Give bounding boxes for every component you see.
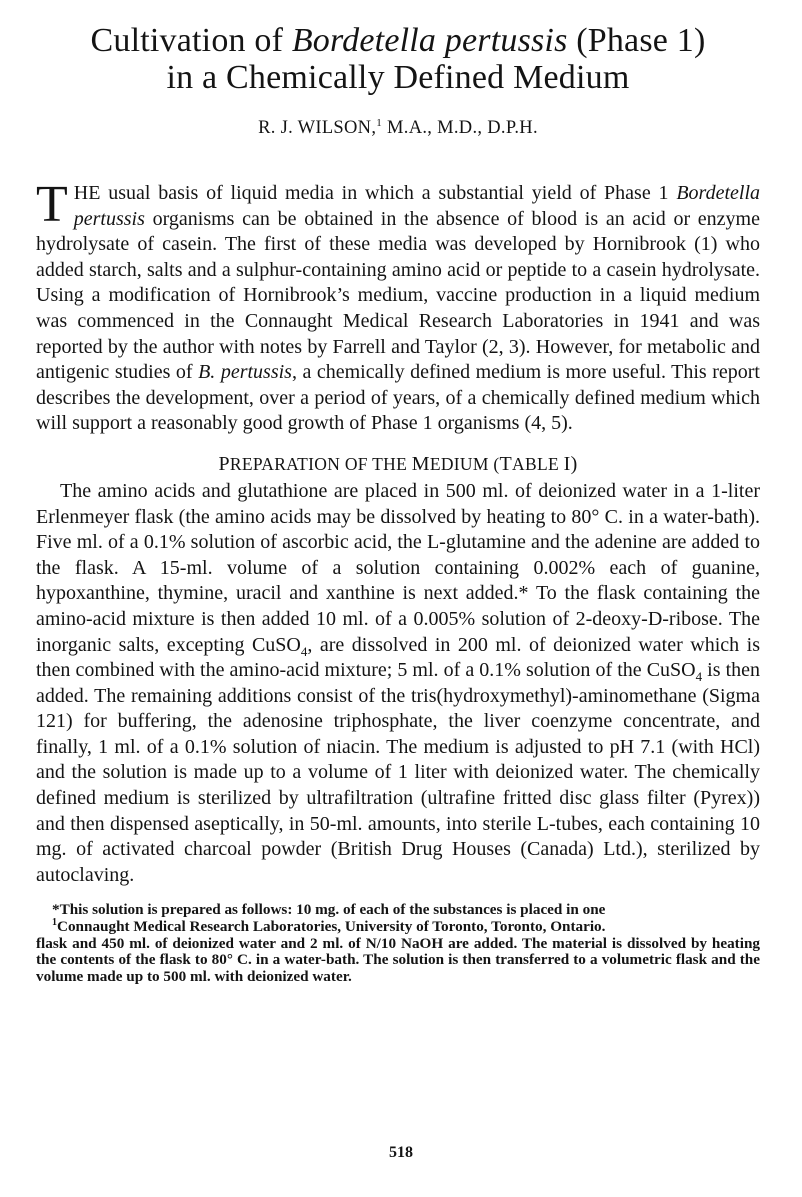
footnote-affiliation bbox=[36, 916, 760, 936]
author-line bbox=[36, 118, 760, 139]
title-organism-name: Bordetella pertussis bbox=[291, 22, 568, 59]
method-text-2: , are dissolved in 200 ml. of deionized water which is then combined with the amino-acid mixture; 5 ml. of a 0.1% solution of the CuSO bbox=[36, 633, 760, 682]
method-paragraph bbox=[36, 479, 760, 889]
author-name: R. J. WILSON, bbox=[258, 118, 377, 138]
heading-table-ref: I) bbox=[563, 452, 578, 475]
intro-text-1: HE usual basis of liquid media in which a substantial yield of Phase 1 bbox=[73, 182, 677, 204]
heading-cap-1: P bbox=[218, 452, 230, 475]
section-heading bbox=[36, 453, 760, 476]
title-line-2: in a Chemically Defined Medium bbox=[166, 59, 630, 96]
heading-small-3: ABLE bbox=[512, 453, 564, 474]
intro-paragraph bbox=[36, 176, 760, 437]
footnotes bbox=[36, 902, 760, 985]
title-text: Cultivation of bbox=[90, 22, 292, 59]
page-number: 518 bbox=[389, 1144, 413, 1161]
footnote-star-continuation: flask and 450 ml. of deionized water and 2 ml. of N/10 NaOH are added. The material is dissolved by heating the contents of the flask to 80° C. in a water-bath. The solution is then transferred to a volumetric flask and the volume made up to 500 ml. with deionized water. bbox=[36, 934, 760, 985]
intro-organism-abbrev: B. pertussis bbox=[198, 361, 292, 384]
author-degrees: M.A., M.D., D.P.H. bbox=[382, 118, 538, 138]
author-affiliation-mark: 1 bbox=[376, 116, 383, 129]
drop-cap: T bbox=[36, 176, 68, 233]
footnote-star: *This solution is prepared as follows: 10 mg. of each of the substances is placed in one bbox=[52, 901, 606, 919]
heading-cap-2: M bbox=[411, 452, 430, 475]
heading-cap-3: T bbox=[499, 452, 513, 475]
formula-subscript: 4 bbox=[300, 643, 308, 659]
intro-text-3: , a chemically defined medium is more useful. This report describes the development, over a period of years, of a chemically defined medium which will support a reasonably good growth of Phase 1 organisms (4, 5). bbox=[36, 361, 760, 435]
method-text-3: is then added. The remaining additions consist of the tris(hydroxymethyl)-aminomethane (Sigma 121) for buffering, the adenosine triphosphate, the liver coenzyme concentrate, and finally, 1 ml. of a 0.1% solution of niacin. The medium is adjusted to pH 7.1 (with HCl) and the solution is made up to a volume of 1 liter with deionized water. The chemically defined medium is sterilized by ultrafiltration (ultrafine fritted disc glass filter (Pyrex)) and then dispensed aseptically, in 50-ml. amounts, into sterile L-tubes, each containing 10 mg. of activated charcoal powder (British Drug Houses (Canada) Ltd.), sterilized by autoclaving. bbox=[36, 659, 760, 886]
footnote-affiliation-text: Connaught Medical Research Laboratories, University of Toronto, Toronto, Ontario. bbox=[57, 918, 606, 936]
title-line-1 bbox=[91, 22, 706, 59]
formula-subscript: 4 bbox=[695, 669, 703, 685]
heading-small-2: EDIUM ( bbox=[429, 453, 500, 474]
intro-organism-name: Bordetella pertussis bbox=[73, 182, 760, 230]
footnote-affiliation-mark: 1 bbox=[52, 916, 57, 928]
title-phase: (Phase 1) bbox=[567, 22, 706, 59]
article-title bbox=[36, 22, 760, 96]
method-text-1: The amino acids and glutathione are placed in 500 ml. of deionized water in a 1-liter Erlenmeyer flask (the amino acids may be dissolved by heating to 80° C. in a water-bath). Five ml. of a 0.1% solution of ascorbic acid, the L-glutamine and the adenine are added to the flask. A 15-ml. volume of a solution containing 0.002% each of guanine, hypoxanthine, thymine, uracil and xanthine is next added.* To the flask containing the amino-acid mixture is then added 10 ml. of a 0.005% solution of 2-deoxy-D-ribose. The inorganic salts, excepting CuSO bbox=[36, 479, 760, 656]
heading-small-1: REPARATION OF THE bbox=[229, 453, 412, 474]
article-page bbox=[36, 22, 760, 985]
intro-text-2: organisms can be obtained in the absence of blood is an acid or enzyme hydrolysate of casein. The first of these media was developed by Hornibrook (1) who added starch, salts and a sulphur-containing amino acid or peptide to a casein hydrolysate. Using a modification of Hornibrook’s medium, vaccine production in a liquid medium was commenced in the Connaught Medical Research Laboratories in 1941 and was reported by the author with notes by Farrell and Taylor (2, 3). However, for metabolic and antigenic studies of bbox=[36, 207, 760, 384]
